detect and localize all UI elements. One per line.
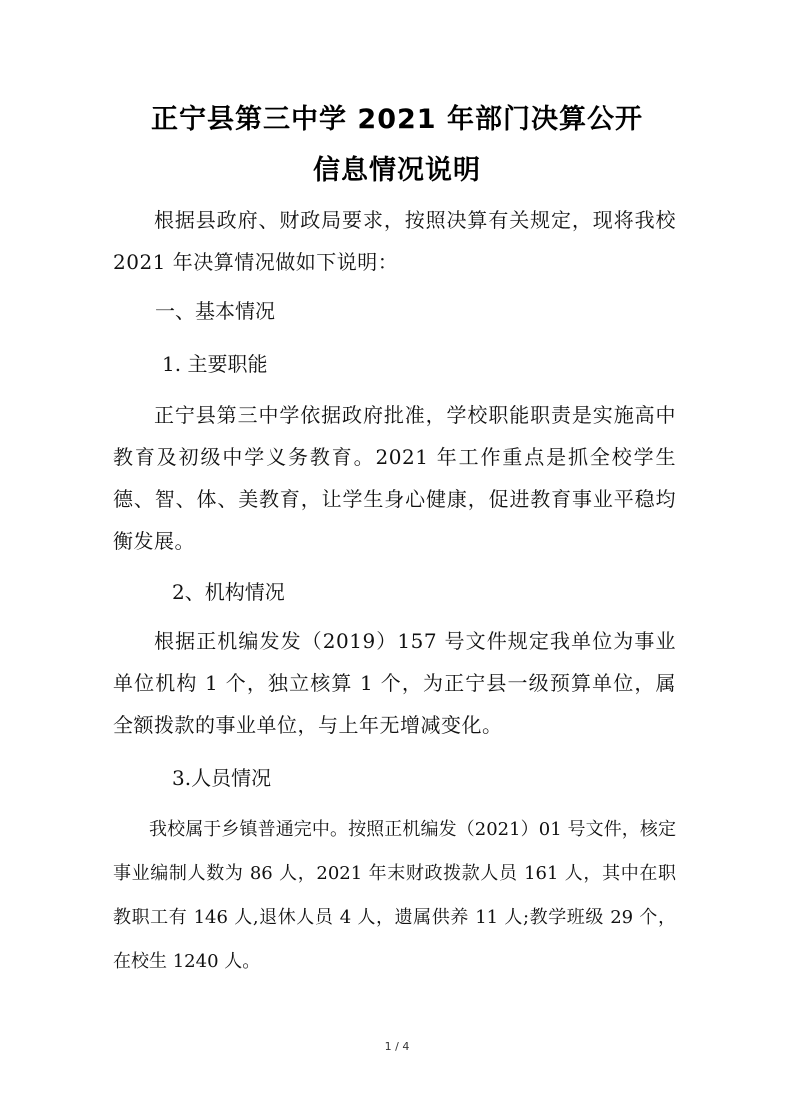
section1-heading: 一、基本情况 — [155, 299, 275, 323]
document-title-line1: 正宁县第三中学 2021 年部门决算公开 — [151, 104, 643, 135]
subsection1-body: 正宁县第三中学依据政府批准，学校职能职责是实施高中教育及初级中学义务教育。2021 年工作重点是抓全校学生德、智、体、美教育，让学生身心健康，促进教育事业平稳均衡发展。 — [113, 403, 676, 553]
page-number: 1 / 4 — [384, 1040, 410, 1053]
subsection3-heading: 3.人员情况 — [172, 766, 272, 790]
document-title-line2: 信息情况说明 — [313, 155, 481, 186]
intro-paragraph: 根据县政府、财政局要求，按照决算有关规定，现将我校 2021 年决算情况做如下说明： — [113, 208, 676, 274]
subsection2-body: 根据正机编发发（2019）157 号文件规定我单位为事业单位机构 1 个，独立核算 1 个，为正宁县一级预算单位，属全额拨款的事业单位，与上年无增减变化。 — [113, 629, 676, 737]
subsection1-heading: 1. 主要职能 — [162, 352, 268, 376]
subsection3-body: 我校属于乡镇普通完中。按照正机编发（2021）01 号文件，核定事业编制人数为 86 人，2021 年末财政拨款人员 161 人，其中在职教职工有 146 人,退休人员 4 人，遗属供养 11 人;教学班级 29 个，在校生 1240 人。 — [113, 819, 676, 972]
subsection2-heading: 2、机构情况 — [172, 580, 285, 604]
